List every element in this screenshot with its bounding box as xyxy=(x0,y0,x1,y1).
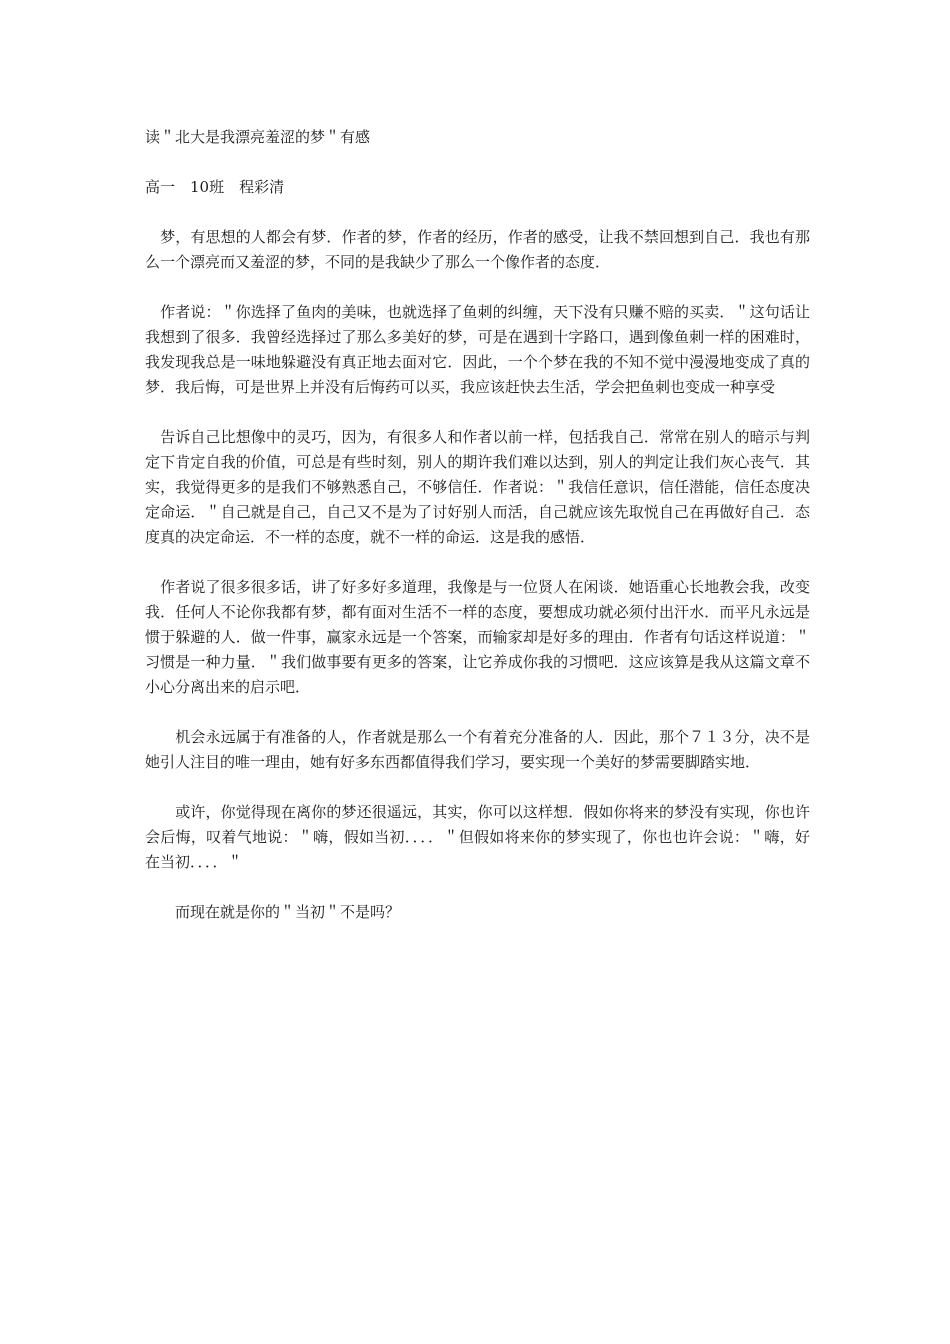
paragraph-6: 或许，你觉得现在离你的梦还很遥远，其实，你可以这样想．假如你将来的梦没有实现，你也许会后悔，叹着气地说：＂嗨，假如当初．．．．＂但假如将来你的梦实现了，你也也许会说：＂嗨，好在当初．．．．＂ xyxy=(145,803,810,871)
paragraph-1: 梦，有思想的人都会有梦．作者的梦，作者的经历，作者的感受，让我不禁回想到自己．我也有那么一个漂亮而又羞涩的梦，不同的是我缺少了那么一个像作者的态度． xyxy=(145,228,810,271)
document-body xyxy=(145,125,810,950)
paragraph-4: 作者说了很多很多话，讲了好多好多道理，我像是与一位贤人在闲谈．她语重心长地教会我，改变我．任何人不论你我都有梦，都有面对生活不一样的态度，要想成功就必须付出汗水．而平凡永远是惯于躲避的人．做一件事，赢家永远是一个答案，而输家却是好多的理由．作者有句话这样说道：＂习惯是一种力量．＂我们做事要有更多的答案，让它养成你我的习惯吧．这应该算是我从这篇文章不小心分离出来的启示吧． xyxy=(145,578,810,696)
paragraph-2: 作者说：＂你选择了鱼肉的美味，也就选择了鱼刺的纠缠，天下没有只赚不赔的买卖．＂这句话让我想到了很多．我曾经选择过了那么多美好的梦，可是在遇到十字路口，遇到像鱼刺一样的困难时，我发现我总是一味地躲避没有真正地去面对它．因此，一个个梦在我的不知不觉中漫漫地变成了真的梦．我后悔，可是世界上并没有后悔药可以买，我应该赶快去生活，学会把鱼刺也变成一种享受 xyxy=(145,303,810,396)
paragraph-3: 告诉自己比想像中的灵巧，因为，有很多人和作者以前一样，包括我自己．常常在别人的暗示与判定下肯定自我的价值，可总是有些时刻，别人的期许我们难以达到，别人的判定让我们灰心丧气．其实，我觉得更多的是我们不够熟悉自己，不够信任．作者说：＂我信任意识，信任潜能，信任态度决定命运．＂自己就是自己，自己又不是为了讨好别人而活，自己就应该先取悦自己在再做好自己．态度真的决定命运．不一样的态度，就不一样的命运．这是我的感悟． xyxy=(145,428,810,546)
author-line: 高一 10班 程彩清 xyxy=(145,178,285,196)
document-title: 读＂北大是我漂亮羞涩的梦＂有感 xyxy=(145,128,371,146)
paragraph-5: 机会永远属于有准备的人，作者就是那么一个有着充分准备的人．因此，那个７１３分，决不是她引人注目的唯一理由，她有好多东西都值得我们学习，要实现一个美好的梦需要脚踏实地． xyxy=(145,728,810,771)
paragraph-7: 而现在就是你的＂当初＂不是吗？ xyxy=(145,903,401,921)
